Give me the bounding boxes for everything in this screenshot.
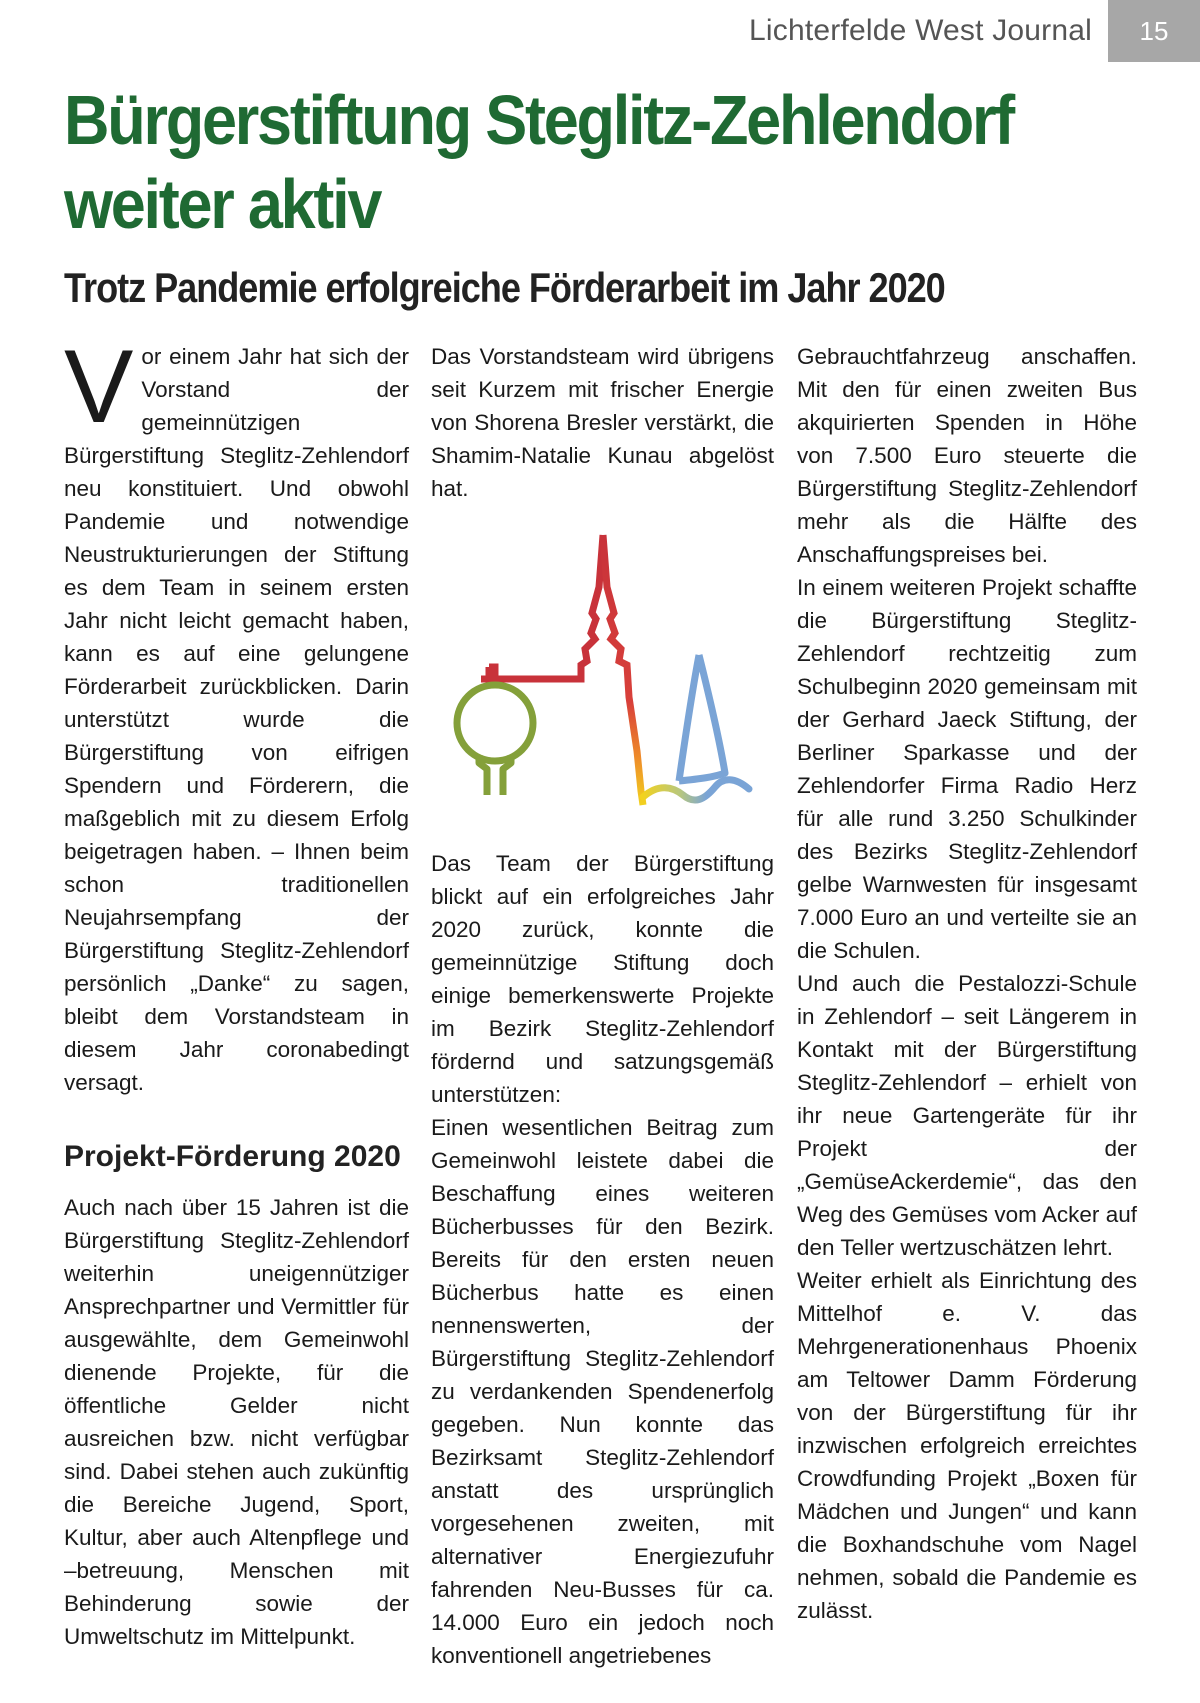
col3-paragraph-3: Und auch die Pestalozzi-Schule in Zehlendorf – seit Längerem in Kontakt mit der Bürgerstiftung Steglitz-Zehlendorf – erhielt von ihr neue Gartengeräte für ihr Projekt der „GemüseAckerdemie“, das den Weg des Gemüses vom Acker auf den Teller wertzuschätzen lehrt.	[797, 971, 1137, 1260]
wall-left	[481, 667, 489, 679]
church-tower-right	[603, 535, 643, 805]
col3-paragraph-4: Weiter erhielt als Einrichtung des Mittelhof e. V. das Mehrgenerationenhaus Phoenix am Teltower Damm Förderung von der Bürgerstiftung für ihr inzwischen erfolgreich erreichtes Crowdfunding Projekt „Boxen für Mädchen und Jungen“ und kann die Boxhandschuhe vom Nagel nehmen, sobald die Pandemie es zulässt.	[797, 1268, 1137, 1623]
section-paragraph: Auch nach über 15 Jahren ist die Bürgerstiftung Steglitz-Zehlendorf weiterhin uneigennütziger Ansprechpartner und Vermittler für ausgewählte, dem Gemeinwohl dienende Projekte, für die öffentliche Gelder nicht ausreichen bzw. nicht verfügbar sind. Dabei stehen auch zukünftig die Bereiche Jugend, Sport, Kultur, aber auch Altenpflege und –betreuung, Menschen mit Behinderung sowie der Umweltschutz im Mittelpunkt.	[64, 1195, 409, 1649]
col3-paragraph-2: In einem weiteren Projekt schaffte die Bürgerstiftung Steglitz-Zehlendorf rechtzeitig zum Schulbeginn 2020 gemeinsam mit der Gerhard Jaeck Stiftung, der Berliner Sparkasse und der Zehlendorfer Firma Radio Herz für alle rund 3.250 Schulkinder des Bezirks Steglitz-Zehlendorf gelbe Warnwesten für insgesamt 7.000 Euro an und verteilte sie an die Schulen.	[797, 575, 1137, 963]
col2-paragraph-3: Einen wesentlichen Beitrag zum Gemeinwohl leistete dabei die Beschaffung eines weiteren Bücherbusses für den Bezirk. Bereits für den ersten neuen Bücherbus hatte es einen nennenswerten, der Bürgerstiftung Steglitz-Zehlendorf zu verdankenden Spendenerfolg gegeben. Nun konnte das Bezirksamt Steglitz-Zehlendorf anstatt des ursprünglich vorgesehenen zweiten, mit alternativer Energiezufuhr fahrenden Neu-Busses für ca. 14.000 Euro ein jedoch noch konventionell angetriebenes	[431, 1115, 774, 1668]
col2-paragraph-1: Das Vorstandsteam wird übrigens seit Kurzem mit frischer Energie von Shorena Bresler verstärkt, die Shamim-Natalie Kunau abgelöst hat.	[431, 344, 774, 501]
column-2	[431, 340, 774, 1672]
column-3	[797, 340, 1137, 1627]
page-number: 15	[1108, 0, 1200, 62]
church-tower-outline	[489, 535, 603, 679]
tree-crown	[457, 685, 533, 761]
intro-text: or einem Jahr hat sich der Vorstand der gemeinnützigen Bürgerstiftung Steglitz-Zehlendorf neu konstituiert. Und obwohl Pandemie und notwendige Neustrukturierungen der Stiftung es dem Team in seinem ersten Jahr nicht leicht gemacht haben, kann es auf eine gelungene Förderarbeit zurückblicken. Darin unterstützt wurde die Bürgerstiftung von eifrigen Spendern und Förderern, die maßgeblich mit zu diesem Erfolg beigetragen haben. – Ihnen beim schon traditionellen Neujahrsempfang der Bürgerstiftung Steglitz-Zehlendorf persönlich „Danke“ zu sagen, bleibt dem Vorstandsteam in diesem Jahr coronabedingt versagt.	[64, 344, 409, 1095]
sail-boat	[679, 655, 725, 781]
col2-paragraph-2: Das Team der Bürgerstiftung blickt auf ein erfolgreiches Jahr 2020 zurück, konnte die gemeinnützige Stiftung doch einige bemerkenswerte Projekte im Bezirk Steglitz-Zehlendorf fördernd und satzungsgemäß unterstützen:	[431, 851, 774, 1107]
column-1	[64, 329, 409, 1653]
col3-paragraph-1: Gebrauchtfahrzeug anschaffen. Mit den für einen zweiten Bus akquirierten Spenden in Höhe von 7.500 Euro steuerte die Bürgerstiftung Steglitz-Zehlendorf mehr als die Hälfte des Anschaffungspreises bei.	[797, 344, 1137, 567]
intro-paragraph	[64, 329, 409, 1099]
buergerstiftung-logo	[453, 529, 753, 821]
running-head-journal: Lichterfelde West Journal	[749, 14, 1092, 47]
dropcap: V	[64, 329, 134, 445]
water-waves	[643, 780, 749, 800]
section-heading: Projekt-Förderung 2020	[64, 1140, 401, 1173]
article-subheadline: Trotz Pandemie erfolgreiche Förderarbeit im Jahr 2020	[64, 264, 945, 311]
article-headline: Bürgerstiftung Steglitz-Zehlendorf weiter aktiv	[64, 81, 1013, 243]
